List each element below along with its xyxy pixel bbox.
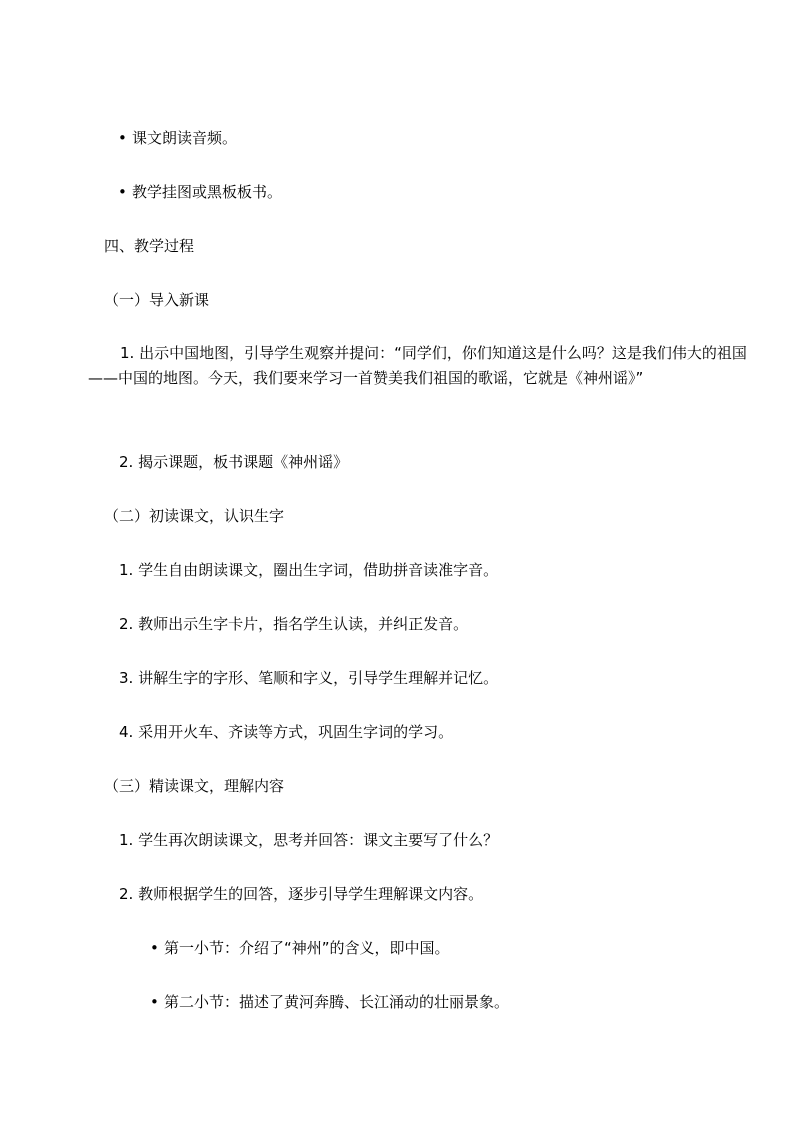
section-heading: 四、教学过程 xyxy=(104,237,195,255)
paragraph: 3. 讲解生字的字形、笔顺和字义，引导学生理解并记忆。 xyxy=(119,669,499,687)
list-item xyxy=(118,127,237,149)
list-item-text: 教学挂图或黑板板书。 xyxy=(132,183,283,201)
paragraph: 4. 采用开火车、齐读等方式，巩固生字词的学习。 xyxy=(119,723,454,741)
paragraph: 1. 学生自由朗读课文，圈出生字词，借助拼音读准字音。 xyxy=(119,561,499,579)
subsection-heading: （二）初读课文，认识生字 xyxy=(104,507,285,525)
list-item xyxy=(150,991,509,1013)
bullet-icon: • xyxy=(150,993,159,1011)
list-item xyxy=(118,181,282,203)
paragraph: 2. 揭示课题，板书课题《神州谣》 xyxy=(119,453,349,471)
bullet-icon: • xyxy=(118,183,127,201)
subsection-heading: （三）精读课文，理解内容 xyxy=(104,777,285,795)
bullet-icon: • xyxy=(118,129,127,147)
list-item-text: 第一小节：介绍了“神州”的含义，即中国。 xyxy=(164,939,450,957)
list-item-text: 第二小节：描述了黄河奔腾、长江涌动的壮丽景象。 xyxy=(164,993,510,1011)
subsection-heading: （一）导入新课 xyxy=(104,291,210,309)
paragraph: 2. 教师出示生字卡片，指名学生认读，并纠正发音。 xyxy=(119,615,469,633)
paragraph: 2. 教师根据学生的回答，逐步引导学生理解课文内容。 xyxy=(119,885,484,903)
bullet-icon: • xyxy=(150,939,159,957)
list-item-text: 课文朗读音频。 xyxy=(132,129,238,147)
paragraph xyxy=(88,341,748,391)
paragraph: 1. 学生再次朗读课文，思考并回答：课文主要写了什么？ xyxy=(119,831,499,849)
list-item xyxy=(150,937,450,959)
paragraph-text: 1. 出示中国地图，引导学生观察并提问：“同学们，你们知道这是什么吗？这是我们伟大的祖国——中国的地图。今天，我们要来学习一首赞美我们祖国的歌谣，它就是《神州谣》” xyxy=(88,344,747,387)
